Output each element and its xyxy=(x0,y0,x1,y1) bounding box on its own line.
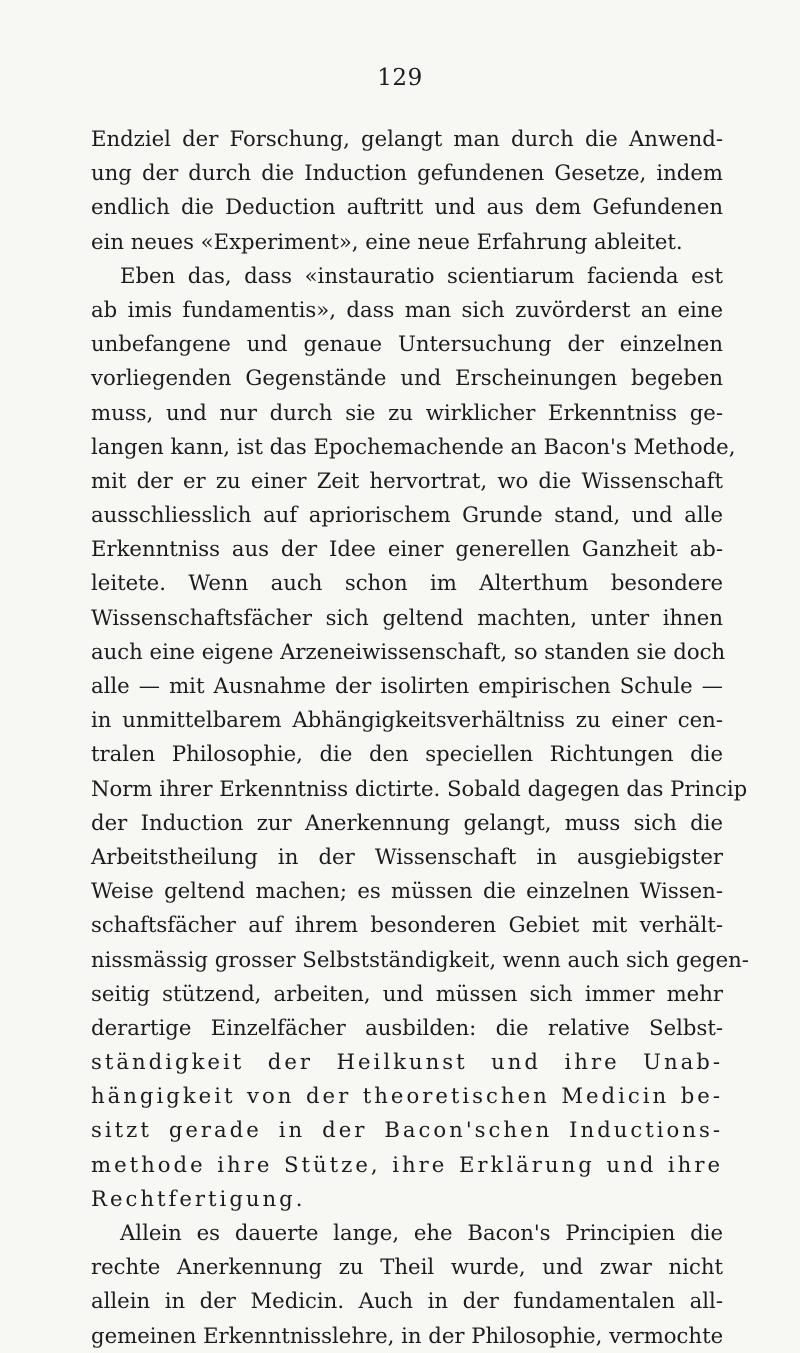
text-line: unbefangene und genaue Untersuchung der einzelnen xyxy=(91,331,723,357)
text-line-emphasis: hängigkeit von der theoretischen Medicin be- xyxy=(91,1083,723,1109)
text-line: ein neues «Experiment», eine neue Erfahrung ableitet. xyxy=(91,228,683,254)
text-line: seitig stützend, arbeiten, und müssen sich immer mehr xyxy=(91,980,723,1006)
text-line: der Induction zur Anerkennung gelangt, muss sich die xyxy=(91,809,723,835)
text-line: vorliegenden Gegenstände und Erscheinungen begeben xyxy=(91,365,723,391)
text-line-emphasis: methode ihre Stütze, ihre Erklärung und ihre xyxy=(91,1151,723,1177)
text-line: ung der durch die Induction gefundenen Gesetze, indem xyxy=(91,160,723,186)
text-line: muss, und nur durch sie zu wirklicher Erkenntniss ge- xyxy=(91,399,723,425)
text-line-emphasis: sitzt gerade in der Bacon'schen Inductions- xyxy=(91,1117,723,1143)
text-line-emphasis: Rechtfertigung. xyxy=(91,1185,306,1211)
text-line: Norm ihrer Erkenntniss dictirte. Sobald dagegen das Princip xyxy=(91,775,748,801)
text-line: ab imis fundamentis», dass man sich zuvörderst an eine xyxy=(91,296,723,322)
text-line: leitete. Wenn auch schon im Alterthum besondere xyxy=(91,570,723,596)
text-line: Wissenschaftsfächer sich geltend machten, unter ihnen xyxy=(91,604,723,630)
text-line: Allein es dauerte lange, ehe Bacon's Principien die xyxy=(120,1220,723,1245)
page-number: 129 xyxy=(377,65,423,91)
text-line: gemeinen Erkenntnisslehre, in der Philosophie, vermochte xyxy=(91,1322,724,1348)
text-line: mit der er zu einer Zeit hervortrat, wo die Wissenschaft xyxy=(91,467,723,493)
text-line: langen kann, ist das Epochemachende an Bacon's Methode, xyxy=(91,433,736,459)
text-line: Erkenntniss aus der Idee einer generellen Ganzheit ab- xyxy=(91,536,723,562)
text-line: endlich die Deduction auftritt und aus dem Gefundenen xyxy=(91,194,723,220)
text-line: schaftsfächer auf ihrem besonderen Gebiet mit verhält- xyxy=(91,912,723,938)
text-line: derartige Einzelfächer ausbilden: die relative Selbst- xyxy=(91,1014,723,1040)
text-line: auch eine eigene Arzeneiwissenschaft, so standen sie doch xyxy=(91,638,726,664)
text-line: Eben das, dass «instauratio scientiarum facienda est xyxy=(120,262,723,288)
body-text xyxy=(91,122,749,1353)
text-line: tralen Philosophie, die den speciellen Richtungen die xyxy=(91,741,723,767)
text-line: Weise geltend machen; es müssen die einzelnen Wissen- xyxy=(91,878,723,904)
text-line-emphasis: ständigkeit der Heilkunst und ihre Unab- xyxy=(91,1049,723,1075)
text-line: allein in der Medicin. Auch in der fundamentalen all- xyxy=(91,1288,723,1314)
text-line: ausschliesslich auf apriorischem Grunde stand, und alle xyxy=(91,502,723,528)
text-line: Endziel der Forschung, gelangt man durch die Anwend- xyxy=(91,126,723,151)
text-line: rechte Anerkennung zu Theil wurde, und zwar nicht xyxy=(91,1254,723,1280)
text-line: in unmittelbarem Abhängigkeitsverhältniss zu einer cen- xyxy=(91,707,723,733)
text-line: nissmässig grosser Selbstständigkeit, wenn auch sich gegen- xyxy=(91,946,749,972)
text-line: Arbeitstheilung in der Wissenschaft in ausgiebigster xyxy=(91,843,723,869)
text-line: alle — mit Ausnahme der isolirten empirischen Schule — xyxy=(91,673,723,698)
